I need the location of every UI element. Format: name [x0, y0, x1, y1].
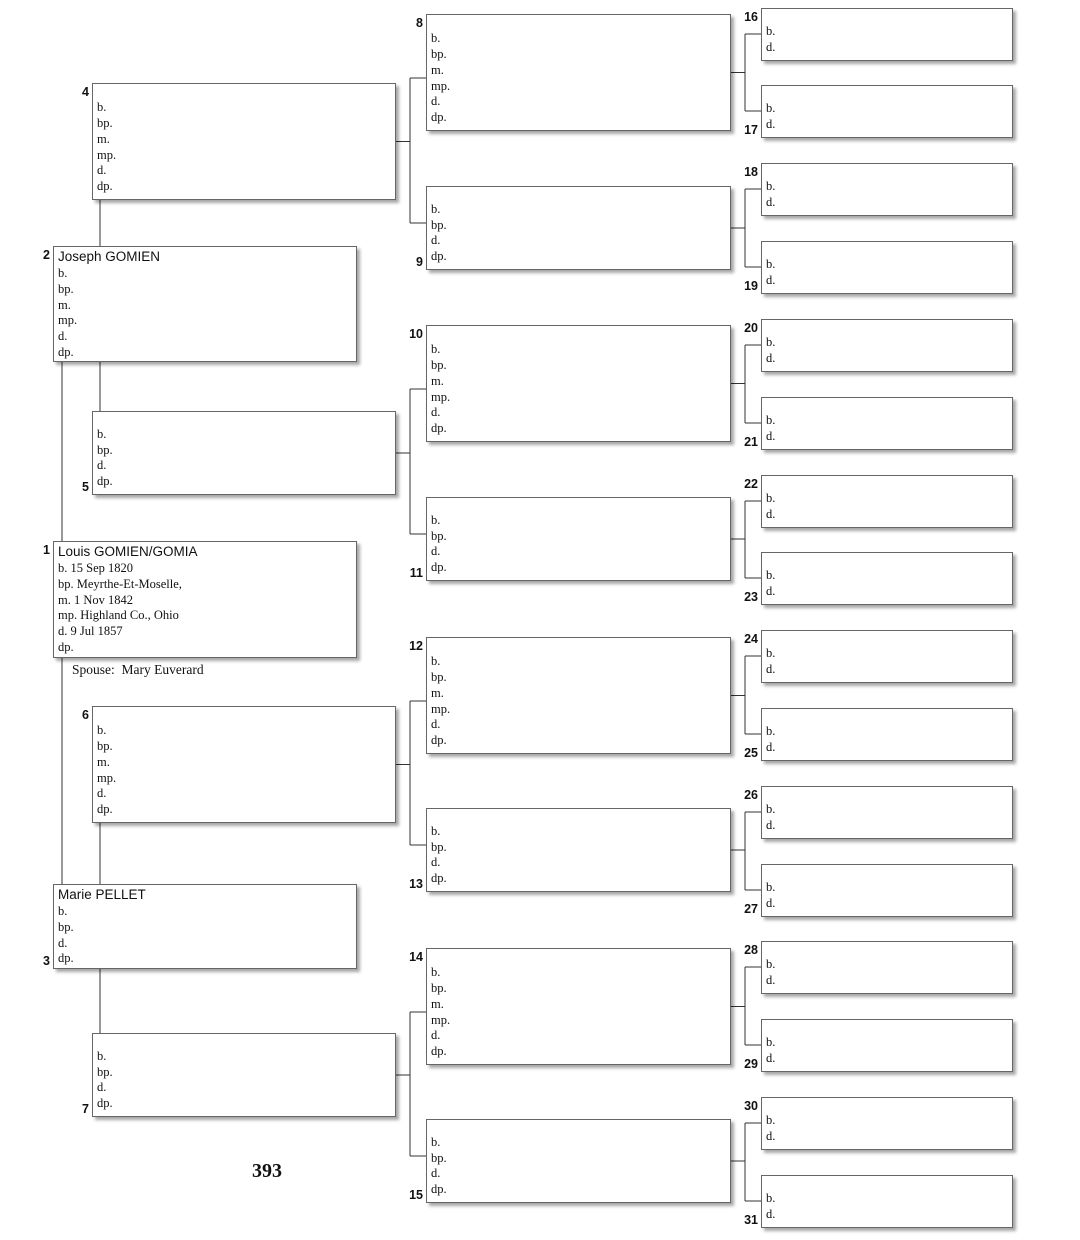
person-detail-line: b.	[766, 24, 776, 39]
person-detail-line: b.	[97, 723, 107, 738]
person-detail-line: b.	[97, 426, 107, 441]
person-detail-line: d.	[766, 973, 776, 988]
person-detail-line: dp.	[97, 179, 113, 194]
person-detail-line: bp.	[97, 1064, 113, 1079]
person-box-5	[92, 411, 396, 495]
person-box-23	[761, 552, 1013, 605]
spouse-label: Spouse:	[72, 662, 115, 677]
person-name: Louis GOMIEN/GOMIA	[58, 544, 198, 559]
person-detail-line: bp.	[97, 115, 113, 130]
person-detail-line: bp.	[58, 281, 74, 296]
generation-number-15: 15	[409, 1188, 423, 1202]
person-detail-line: d.	[766, 195, 776, 210]
person-detail-line: b.	[766, 1113, 776, 1128]
generation-number-18: 18	[744, 165, 758, 179]
person-detail-line: d.	[766, 429, 776, 444]
person-box-1	[53, 541, 357, 658]
generation-number-4: 4	[82, 85, 89, 99]
person-detail-line: b.	[431, 654, 441, 669]
generation-number-6: 6	[82, 708, 89, 722]
generation-number-3: 3	[43, 954, 50, 968]
person-box-29	[761, 1019, 1013, 1072]
person-detail-line: d.	[431, 1028, 441, 1043]
person-detail-line: d.	[58, 935, 68, 950]
person-detail-line: d.	[97, 458, 107, 473]
person-detail-line: dp.	[58, 344, 74, 359]
person-detail-line: b.	[766, 101, 776, 116]
generation-number-29: 29	[744, 1057, 758, 1071]
person-detail-line: dp.	[97, 1096, 113, 1111]
person-box-12	[426, 637, 731, 754]
person-box-24	[761, 630, 1013, 683]
person-detail-line: m.	[431, 685, 444, 700]
person-detail-line: b.	[431, 201, 441, 216]
person-detail-line: b.	[766, 1191, 776, 1206]
person-detail-line: d.	[766, 117, 776, 132]
person-detail-line: b.	[766, 724, 776, 739]
person-detail-line: m.	[97, 131, 110, 146]
person-detail-line: dp.	[97, 474, 113, 489]
generation-number-25: 25	[744, 746, 758, 760]
person-detail-line: d.	[766, 273, 776, 288]
person-box-10	[426, 325, 731, 442]
person-box-3	[53, 884, 357, 969]
person-detail-line: bp.	[431, 980, 447, 995]
person-detail-line: d.	[766, 507, 776, 522]
generation-number-23: 23	[744, 590, 758, 604]
person-detail-line: bp.	[431, 357, 447, 372]
generation-number-7: 7	[82, 1102, 89, 1116]
person-detail-line: d.	[766, 1129, 776, 1144]
person-detail-line: bp.	[58, 919, 74, 934]
person-box-14	[426, 948, 731, 1065]
person-detail-line: m.	[431, 373, 444, 388]
person-detail-line: b.	[58, 266, 68, 280]
generation-number-30: 30	[744, 1099, 758, 1113]
person-detail-line: mp.	[58, 313, 78, 328]
person-detail-line: d.	[766, 1051, 776, 1066]
person-detail-line: bp.	[97, 738, 113, 753]
person-detail-line: dp.	[431, 421, 447, 436]
person-detail-line: bp.	[97, 442, 113, 457]
person-detail-line: dp.	[431, 249, 447, 264]
person-box-21	[761, 397, 1013, 450]
spouse-line	[72, 662, 204, 678]
person-box-4	[92, 83, 396, 200]
person-detail-line: dp.	[431, 733, 447, 748]
person-detail-line: b.	[766, 957, 776, 972]
person-detail-line: dp.	[431, 871, 447, 886]
generation-number-8: 8	[416, 16, 423, 30]
person-box-17	[761, 85, 1013, 138]
person-detail-line: d. 9 Jul 1857	[58, 624, 123, 639]
person-detail-line: b.	[431, 342, 441, 357]
person-box-15	[426, 1119, 731, 1203]
person-detail-line: b.	[766, 257, 776, 272]
person-box-13	[426, 808, 731, 892]
person-detail-line: dp.	[58, 639, 74, 654]
generation-number-28: 28	[744, 943, 758, 957]
generation-number-31: 31	[744, 1213, 758, 1227]
person-detail-line: dp.	[431, 1182, 447, 1197]
spouse-name: Mary Euverard	[121, 662, 204, 677]
person-box-8	[426, 14, 731, 131]
person-detail-line: bp.	[431, 839, 447, 854]
generation-number-9: 9	[416, 255, 423, 269]
person-box-27	[761, 864, 1013, 917]
person-box-7	[92, 1033, 396, 1117]
person-detail-line: d.	[766, 584, 776, 599]
person-detail-line: m. 1 Nov 1842	[58, 592, 133, 607]
person-detail-line: dp.	[431, 1044, 447, 1059]
person-detail-line: m.	[431, 62, 444, 77]
person-detail-line: dp.	[58, 951, 74, 966]
generation-number-20: 20	[744, 321, 758, 335]
generation-number-10: 10	[409, 327, 423, 341]
person-box-19	[761, 241, 1013, 294]
person-detail-line: d.	[97, 1080, 107, 1095]
person-detail-line: d.	[58, 329, 68, 344]
person-detail-line: mp.	[97, 147, 117, 162]
person-detail-line: mp.	[431, 78, 451, 93]
generation-number-5: 5	[82, 480, 89, 494]
person-detail-line: b.	[431, 823, 441, 838]
person-detail-line: b.	[97, 1048, 107, 1063]
person-detail-line: b.	[766, 802, 776, 817]
person-detail-line: d.	[766, 1207, 776, 1222]
generation-number-17: 17	[744, 123, 758, 137]
person-detail-line: d.	[431, 94, 441, 109]
person-box-30	[761, 1097, 1013, 1150]
person-box-16	[761, 8, 1013, 61]
person-detail-line: m.	[97, 754, 110, 769]
generation-number-2: 2	[43, 248, 50, 262]
person-detail-line: d.	[766, 896, 776, 911]
person-box-28	[761, 941, 1013, 994]
person-detail-line: b.	[431, 965, 441, 980]
person-detail-line: d.	[431, 233, 441, 248]
person-detail-line: bp.	[431, 217, 447, 232]
person-detail-line: d.	[431, 855, 441, 870]
person-detail-line: b.	[58, 904, 68, 918]
generation-number-24: 24	[744, 632, 758, 646]
person-detail-line: mp.	[431, 1012, 451, 1027]
person-detail-line: b.	[766, 179, 776, 194]
person-detail-line: d.	[766, 662, 776, 677]
person-detail-line: bp.	[431, 46, 447, 61]
person-detail-line: d.	[97, 163, 107, 178]
person-detail-line: b.	[431, 512, 441, 527]
person-detail-line: b.	[766, 646, 776, 661]
generation-number-16: 16	[744, 10, 758, 24]
person-detail-line: b.	[97, 100, 107, 115]
person-box-31	[761, 1175, 1013, 1228]
person-detail-line: d.	[431, 717, 441, 732]
person-box-22	[761, 475, 1013, 528]
person-detail-line: b.	[766, 880, 776, 895]
person-box-9	[426, 186, 731, 270]
person-box-6	[92, 706, 396, 823]
person-detail-line: bp.	[431, 669, 447, 684]
person-detail-line: m.	[431, 996, 444, 1011]
person-detail-line: b.	[766, 568, 776, 583]
person-box-26	[761, 786, 1013, 839]
person-box-2	[53, 246, 357, 362]
person-detail-line: d.	[431, 544, 441, 559]
person-name: Marie PELLET	[58, 887, 146, 902]
person-detail-line: dp.	[97, 802, 113, 817]
person-detail-line: d.	[766, 351, 776, 366]
generation-number-14: 14	[409, 950, 423, 964]
generation-number-21: 21	[744, 435, 758, 449]
generation-number-13: 13	[409, 877, 423, 891]
person-detail-line: d.	[766, 740, 776, 755]
person-detail-line: b.	[766, 413, 776, 428]
person-box-20	[761, 319, 1013, 372]
person-box-25	[761, 708, 1013, 761]
person-detail-line: dp.	[431, 560, 447, 575]
person-box-18	[761, 163, 1013, 216]
generation-number-19: 19	[744, 279, 758, 293]
person-detail-line: b.	[766, 335, 776, 350]
generation-number-12: 12	[409, 639, 423, 653]
person-detail-line: d.	[766, 40, 776, 55]
generation-number-26: 26	[744, 788, 758, 802]
person-detail-line: mp. Highland Co., Ohio	[58, 608, 179, 623]
person-detail-line: d.	[431, 405, 441, 420]
person-detail-line: b.	[766, 491, 776, 506]
person-name: Joseph GOMIEN	[58, 249, 161, 264]
person-detail-line: bp.	[431, 1150, 447, 1165]
person-detail-line: d.	[431, 1166, 441, 1181]
person-detail-line: d.	[766, 818, 776, 833]
person-detail-line: bp. Meyrthe-Et-Moselle,	[58, 576, 182, 591]
generation-number-11: 11	[409, 566, 423, 580]
person-detail-line: b.	[766, 1035, 776, 1050]
person-detail-line: mp.	[97, 770, 117, 785]
person-detail-line: b. 15 Sep 1820	[58, 561, 133, 575]
generation-number-1: 1	[43, 543, 50, 557]
person-detail-line: mp.	[431, 701, 451, 716]
person-detail-line: b.	[431, 1134, 441, 1149]
generation-number-22: 22	[744, 477, 758, 491]
person-detail-line: m.	[58, 297, 71, 312]
person-detail-line: d.	[97, 786, 107, 801]
person-detail-line: dp.	[431, 110, 447, 125]
page-number: 393	[252, 1160, 282, 1182]
person-detail-line: mp.	[431, 389, 451, 404]
generation-number-27: 27	[744, 902, 758, 916]
person-detail-line: bp.	[431, 528, 447, 543]
person-box-11	[426, 497, 731, 581]
person-detail-line: b.	[431, 31, 441, 46]
